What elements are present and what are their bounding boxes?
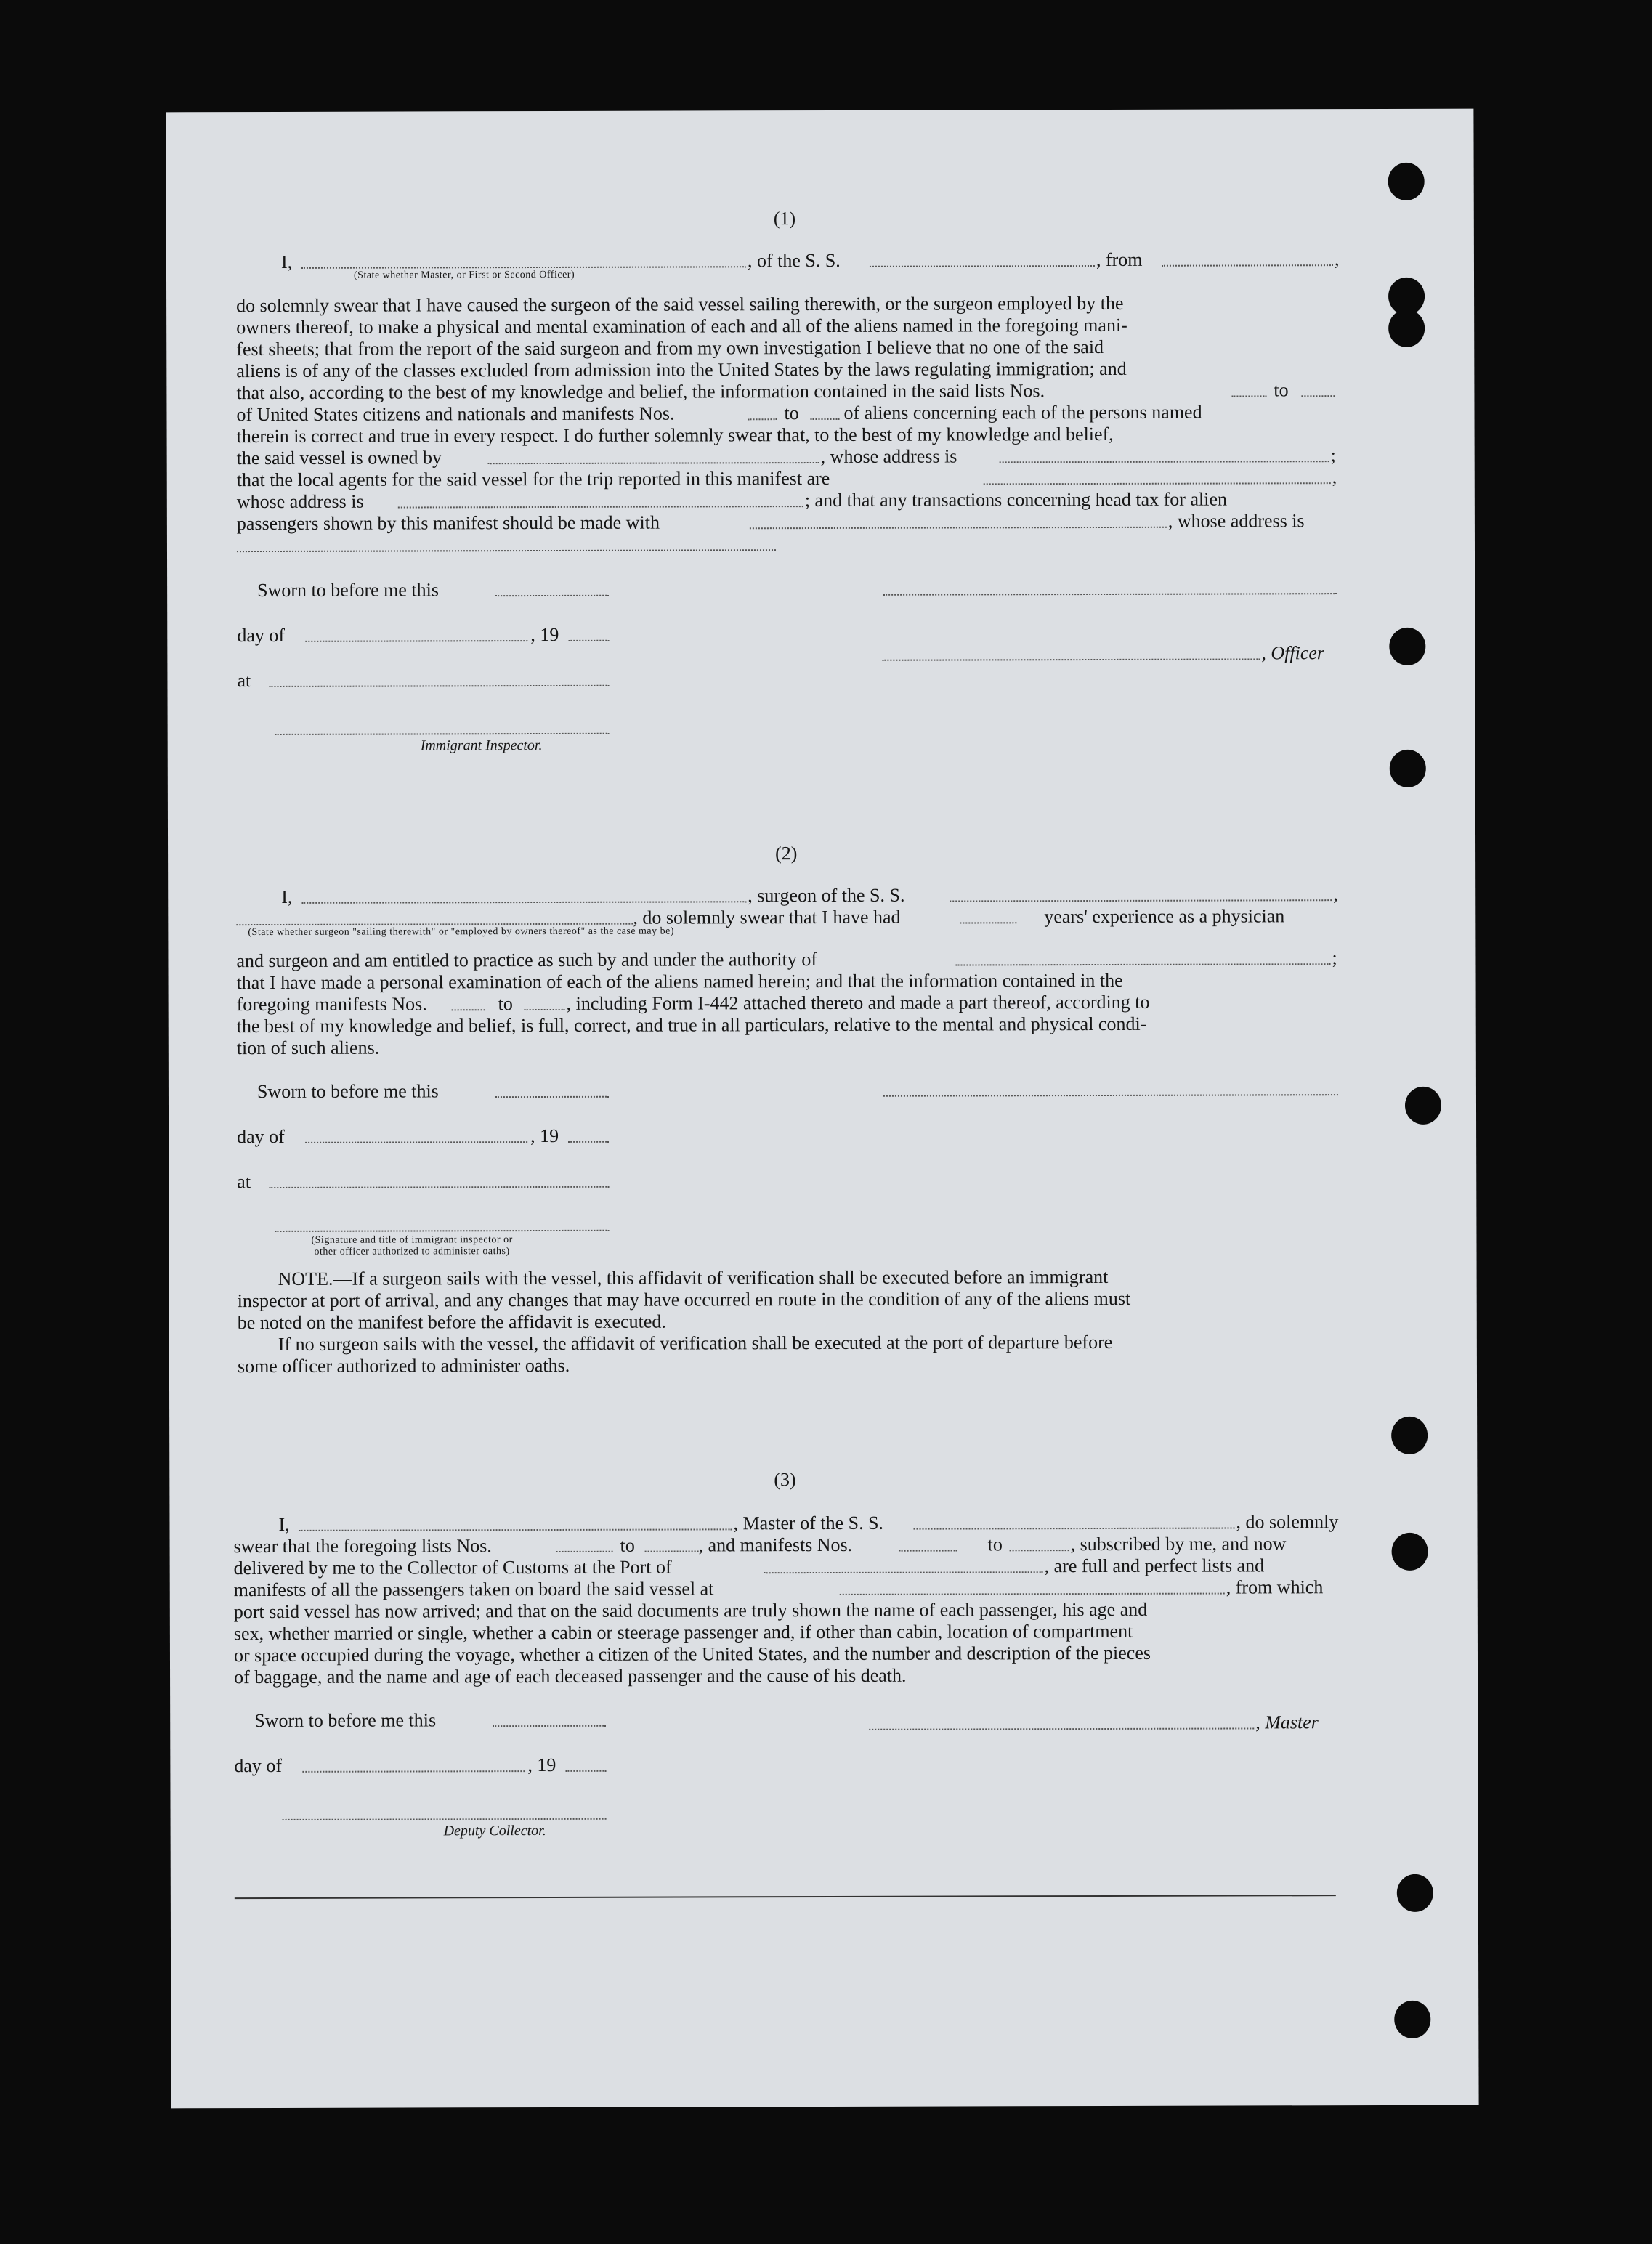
s1-sworn-day-field[interactable] xyxy=(495,595,609,596)
s2-at: at xyxy=(237,1171,251,1193)
s1-line-5a: that also, according to the best of my knowledge and belief, the information contained in the said lists Nos. xyxy=(236,380,1045,404)
s1-line-8a: the said vessel is owned by xyxy=(236,447,442,469)
s1-manifests-from-field[interactable] xyxy=(748,418,777,420)
s3-master-label: , Master xyxy=(1255,1712,1319,1733)
s3-day-of: day of xyxy=(234,1754,283,1777)
s1-signature-field[interactable] xyxy=(883,593,1337,596)
s1-lists-to-field[interactable] xyxy=(1301,395,1335,397)
s2-i: I, xyxy=(281,886,293,907)
s3-line-7: or space occupied during the voyage, whether a citizen of the United States, and the number and description of the pieces xyxy=(233,1642,1151,1666)
s1-ship-name-field[interactable] xyxy=(870,265,1095,267)
s1-manifests-to-field[interactable] xyxy=(811,418,840,420)
s2-day-of: day of xyxy=(237,1125,285,1148)
s3-line-4a: manifests of all the passengers taken on board the said vessel at xyxy=(233,1578,714,1601)
s2-years-field[interactable] xyxy=(960,922,1016,923)
s3-manifests-to-field[interactable] xyxy=(1010,1550,1069,1551)
binder-hole xyxy=(1405,1087,1441,1125)
s1-at: at xyxy=(237,670,251,692)
s1-line-6b: of aliens concerning each of the persons named xyxy=(843,401,1202,424)
binder-hole xyxy=(1388,309,1425,347)
s3-line-2-to: to xyxy=(620,1534,635,1556)
s1-line-6a: of United States citizens and nationals and manifests Nos. xyxy=(236,402,675,426)
s3-port-field[interactable] xyxy=(764,1571,1043,1573)
s1-year: , 19 xyxy=(530,623,559,646)
s1-agents-field[interactable] xyxy=(984,482,1331,485)
s3-year: , 19 xyxy=(527,1754,556,1776)
s1-line-9-end: , xyxy=(1332,466,1337,488)
s1-head-tax-address-field[interactable] xyxy=(237,549,776,552)
s2-year-field[interactable] xyxy=(568,1141,609,1143)
s2-note-line-5: some officer authorized to administer oaths. xyxy=(237,1354,570,1377)
s2-surgeon-status-field[interactable] xyxy=(236,923,633,925)
s3-master-name-field[interactable] xyxy=(299,1528,732,1531)
s1-agents-address-field[interactable] xyxy=(398,506,803,508)
s1-from: , from xyxy=(1096,248,1143,271)
s2-line-3a: and surgeon and am entitled to practice as such by and under the authority of xyxy=(236,949,817,972)
s2-note-line-4: If no surgeon sails with the vessel, the affidavit of verification shall be executed at the port of departure before xyxy=(278,1331,1113,1355)
s3-line-6: sex, whether married or single, whether a cabin or steerage passenger and, if other than cabin, location of compartment xyxy=(233,1620,1133,1645)
s3-i: I, xyxy=(278,1513,290,1535)
s1-from-port-field[interactable] xyxy=(1162,264,1333,267)
section-1-number: (1) xyxy=(773,208,796,230)
s1-comma: , xyxy=(1334,248,1340,270)
s1-line-10b: ; and that any transactions concerning head tax for alien xyxy=(804,488,1228,511)
s1-inspector-label: Immigrant Inspector. xyxy=(420,737,543,754)
s1-line-11b: , whose address is xyxy=(1167,510,1305,532)
s1-officer-label: , Officer xyxy=(1261,642,1325,664)
binder-hole xyxy=(1397,1874,1433,1912)
s3-line-2-to2: to xyxy=(987,1534,1003,1555)
s3-line-4b: , from which xyxy=(1226,1576,1324,1598)
s1-lists-from-field[interactable] xyxy=(1231,395,1266,397)
s3-master-of-ss: , Master of the S. S. xyxy=(733,1512,884,1534)
s3-line-3a: delivered by me to the Collector of Customs at the Port of xyxy=(233,1556,672,1579)
s1-line-5-to: to xyxy=(1274,379,1289,401)
s1-line-7: therein is correct and true in every respect. I do further solemnly swear that, to the best of my knowledge and belief, xyxy=(236,423,1114,447)
s3-line-1c: , do solemnly xyxy=(1236,1511,1339,1533)
s2-note-line-3: be noted on the manifest before the affidavit is executed. xyxy=(237,1311,666,1334)
s2-surgeon-of-ss: , surgeon of the S. S. xyxy=(748,884,905,907)
s2-sig-label-1: (Signature and title of immigrant inspector or xyxy=(311,1234,513,1246)
s1-month-field[interactable] xyxy=(305,640,527,642)
s3-line-2b: , and manifests Nos. xyxy=(698,1534,853,1556)
s2-sworn: Sworn to before me this xyxy=(256,1080,439,1103)
s2-line-2a: , do solemnly swear that I have had xyxy=(633,906,901,928)
s1-officer-sublabel: (State whether Master, or First or Second Officer) xyxy=(353,269,575,281)
s3-sworn-day-field[interactable] xyxy=(493,1725,606,1727)
s1-line-6-to: to xyxy=(784,402,799,424)
s1-day-of: day of xyxy=(237,624,286,647)
section-2-number: (2) xyxy=(775,843,798,864)
s1-line-11a: passengers shown by this manifest should be made with xyxy=(236,511,660,535)
s1-owner-field[interactable] xyxy=(488,462,819,464)
s3-sworn: Sworn to before me this xyxy=(254,1709,437,1732)
s2-note-line-2: inspector at port of arrival, and any changes that may have occurred en route in the condition of any of the aliens must xyxy=(237,1287,1131,1312)
s3-year-field[interactable] xyxy=(565,1770,606,1772)
binder-hole xyxy=(1389,628,1425,665)
s2-line-3-end: ; xyxy=(1332,947,1337,969)
s2-year: , 19 xyxy=(530,1125,559,1147)
s2-authority-field[interactable] xyxy=(955,963,1330,965)
binder-hole xyxy=(1394,2001,1430,2038)
s1-officer-signature-field[interactable] xyxy=(882,658,1260,660)
s2-note-line-1: NOTE.—If a surgeon sails with the vessel, this affidavit of verification shall be executed before an immigrant xyxy=(278,1265,1109,1289)
s1-of-ss: , of the S. S. xyxy=(747,249,841,272)
binder-hole xyxy=(1390,750,1426,787)
s1-officer-name-field[interactable] xyxy=(301,266,746,269)
binder-hole xyxy=(1388,163,1425,200)
s3-month-field[interactable] xyxy=(302,1770,525,1773)
form-page xyxy=(166,109,1478,2109)
s1-at-field[interactable] xyxy=(269,685,609,687)
s1-line-9a: that the local agents for the said vessel for the trip reported in this manifest are xyxy=(236,467,830,491)
s3-line-3b: , are full and perfect lists and xyxy=(1044,1555,1265,1577)
s2-line-5b: , including Form I-442 attached thereto and made a part thereof, according to xyxy=(566,991,1150,1014)
s2-line-6: the best of my knowledge and belief, is full, correct, and true in all particulars, relative to the mental and physical condi- xyxy=(236,1013,1147,1037)
binder-hole xyxy=(1391,1417,1428,1454)
s1-year-field[interactable] xyxy=(568,640,609,641)
s1-head-tax-party-field[interactable] xyxy=(750,527,1167,530)
s2-signature-field[interactable] xyxy=(883,1094,1338,1097)
s2-line-5a: foregoing manifests Nos. xyxy=(236,993,427,1016)
s1-line-4: aliens is of any of the classes excluded from admission into the United States by the laws regulating immigration; and xyxy=(236,357,1127,382)
s3-line-8: of baggage, and the name and age of each deceased passenger and the cause of his death. xyxy=(234,1664,907,1688)
s2-line-7: tion of such aliens. xyxy=(236,1037,380,1059)
s3-collector-label: Deputy Collector. xyxy=(443,1822,546,1839)
s3-boarding-port-field[interactable] xyxy=(840,1593,1225,1595)
s1-owner-address-field[interactable] xyxy=(1000,461,1329,463)
s2-sig-label-2: other officer authorized to administer oaths) xyxy=(314,1246,510,1257)
s1-line-1: do solemnly swear that I have caused the surgeon of the said vessel sailing therewith, or the surgeon employed by the xyxy=(236,292,1124,317)
s1-line-10a: whose address is xyxy=(236,490,364,513)
s3-ship-name-field[interactable] xyxy=(914,1528,1235,1530)
s2-manifests-to-field[interactable] xyxy=(525,1009,565,1010)
s1-sworn: Sworn to before me this xyxy=(257,579,440,601)
s2-line-5-to: to xyxy=(498,993,513,1015)
s3-lists-to-field[interactable] xyxy=(645,1550,699,1552)
s2-line-2b: years' experience as a physician xyxy=(1044,905,1285,928)
s3-lists-from-field[interactable] xyxy=(556,1551,613,1552)
s3-master-signature-field[interactable] xyxy=(869,1727,1254,1730)
s1-line-3: fest sheets; that from the report of the said surgeon and from my own investigation I believe that no one of the said xyxy=(236,336,1104,360)
s2-line-1-end: , xyxy=(1333,883,1338,905)
s2-sworn-day-field[interactable] xyxy=(495,1096,609,1098)
bottom-rule xyxy=(235,1895,1336,1899)
s3-line-5: port said vessel has now arrived; and that on the said documents are truly shown the name of each passenger, his age and xyxy=(233,1598,1148,1623)
binder-hole xyxy=(1392,1533,1428,1571)
s2-inspector-signature-field[interactable] xyxy=(275,1230,609,1232)
section-3-number: (3) xyxy=(774,1469,796,1491)
s1-line-2: owners thereof, to make a physical and mental examination of each and all of the aliens named in the foregoing mani- xyxy=(236,314,1127,339)
s3-line-2c: , subscribed by me, and now xyxy=(1070,1533,1287,1555)
s2-manifests-from-field[interactable] xyxy=(452,1009,485,1010)
s2-line-4: that I have made a personal examination of each of the aliens named herein; and that the information contained in the xyxy=(236,969,1123,994)
s2-at-field[interactable] xyxy=(269,1186,609,1188)
s2-surgeon-sublabel: (State whether surgeon "sailing therewith" or "employed by owners thereof" as the case may be) xyxy=(248,925,675,939)
s2-ship-name-field[interactable] xyxy=(950,899,1332,902)
s1-line-8b: , whose address is xyxy=(820,445,957,468)
s1-i: I, xyxy=(280,251,293,272)
s1-line-8-end: ; xyxy=(1330,445,1336,466)
s2-surgeon-name-field[interactable] xyxy=(301,901,746,904)
s2-month-field[interactable] xyxy=(305,1141,527,1143)
s3-line-2a: swear that the foregoing lists Nos. xyxy=(233,1535,492,1558)
s3-manifests-from-field[interactable] xyxy=(899,1550,957,1552)
